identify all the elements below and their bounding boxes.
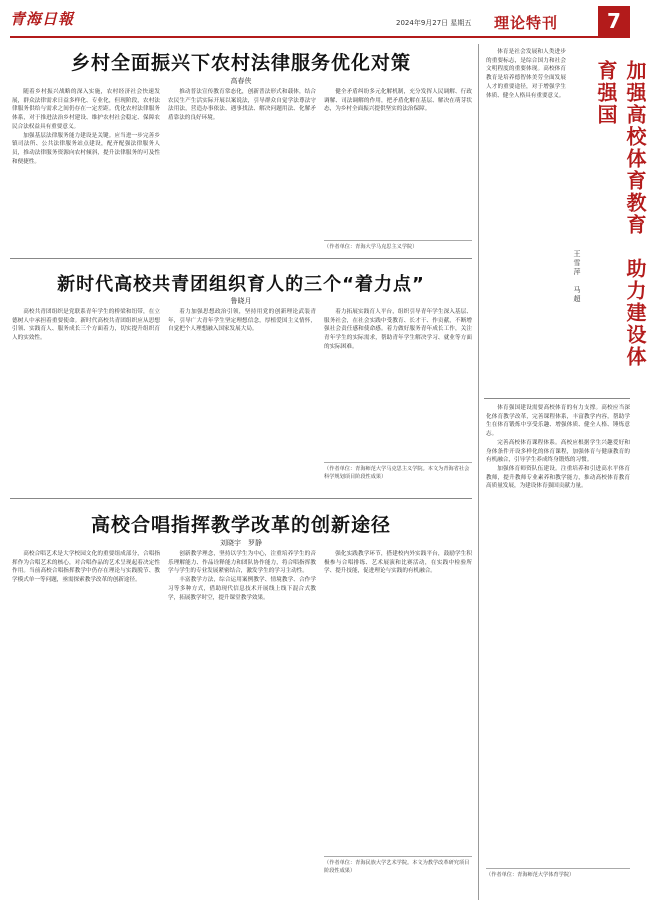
paragraph: 体育是社会发展和人类进步的重要标志，是综合国力和社会文明程度的重要体现。高校体育教育是培养德智体美劳全面发展人才的重要途径，对于增强学生体质、健全人格具有重要意义。 <box>486 49 566 99</box>
paragraph: 强化实践教学环节，搭建校内外实践平台，鼓励学生积极参与合唱排练、艺术展演和比赛活动，在实践中检验所学、提升技能，促进理论与实践的有机融合。 <box>324 551 472 575</box>
paragraph: 着力加强思想政治引领，坚持用党的创新理论武装青年，引导广大青年学生坚定理想信念，厚植爱国主义情怀，自觉把个人理想融入国家发展大局。 <box>168 309 316 333</box>
article-2-author-note: （作者单位：青海师范大学马克思主义学院。本文为青海省社会科学规划项目阶段性成果） <box>324 462 472 492</box>
column-divider <box>478 44 479 900</box>
article-2-headline: 新时代高校共青团组织育人的三个“着力点” <box>57 274 425 295</box>
paragraph: 随着乡村振兴战略的深入实施，农村经济社会快速发展，群众法律需求日益多样化、专业化，但现阶段，农村法律服务供给与需求之间仍存在一定差距。优化农村法律服务体系，对于推进法治乡村建设、维护农村社会稳定、保障农民合法权益具有重要意义。 <box>12 89 160 130</box>
paragraph: 完善高校体育课程体系。高校应根据学生兴趣爱好和身体条件开设多样化的体育课程，加强体育与健康教育的有机融合，引导学生养成终身锻炼的习惯。 <box>486 439 630 464</box>
article-divider <box>10 258 472 259</box>
article-1-body <box>168 88 316 252</box>
article-1-author: 高春侠 <box>230 77 252 85</box>
section-title: 理论特刊 <box>494 14 559 32</box>
article-2-body <box>324 308 472 458</box>
paragraph: 体育强国建设需要高校体育的有力支撑。高校应当深化体育教学改革，完善课程体系，丰富教学内容，帮助学生在体育锻炼中享受乐趣、增强体质、健全人格、锤炼意志。 <box>486 405 630 438</box>
masthead <box>10 4 630 38</box>
article-1-body <box>12 88 160 252</box>
paragraph: 加强基层法律服务能力建设是关键。应当进一步完善乡镇司法所、公共法律服务站点建设，配齐配强法律服务人员，推动法律服务资源向农村倾斜，提升法律服务的可及性和便捷性。 <box>12 132 160 165</box>
article-4-body <box>486 48 566 388</box>
paragraph: 高校合唱艺术是大学校园文化的重要组成部分，合唱指挥作为合唱艺术的核心，对合唱作品的艺术呈现起着决定性作用。当前高校合唱指挥教学中仍存在理论与实践脱节、教学模式单一等问题，亟需探索教学改革的创新途径。 <box>12 551 160 584</box>
newspaper-logo: 青海日報 <box>10 10 75 28</box>
paragraph: 丰富教学方法，综合运用案例教学、情境教学、合作学习等多种方式，借助现代信息技术开展线上线下混合式教学，拓展教学时空，提升课堂教学效果。 <box>168 577 316 601</box>
issue-date: 2024年9月27日 星期五 <box>396 19 472 27</box>
page-number: 7 <box>598 6 630 36</box>
article-3-author: 刘晓宇 罗静 <box>220 539 262 547</box>
article-4-body <box>486 404 630 864</box>
article-2-author: 鲁晓月 <box>230 297 252 305</box>
article-2-body <box>168 308 316 492</box>
article-1-author-note: （作者单位：青海大学马克思主义学院） <box>324 240 472 256</box>
paragraph: 着力拓展实践育人平台，组织引导青年学生深入基层、服务社会，在社会实践中受教育、长才干、作贡献，不断增强社会责任感和使命感。着力做好服务青年成长工作，关注青年学生的实际需求，帮助青年学生解决学习、就业等方面的实际困难。 <box>324 309 472 350</box>
article-3-author-note: （作者单位：青海民族大学艺术学院。本文为教学改革研究项目阶段性成果） <box>324 856 472 896</box>
article-4-author-note: （作者单位：青海师范大学体育学院） <box>486 868 630 896</box>
article-3-headline: 高校合唱指挥教学改革的创新途径 <box>90 514 391 536</box>
article-divider <box>10 498 472 499</box>
article-4-author: 王雪萍 马超 <box>573 250 581 304</box>
paragraph: 创新教学理念，坚持以学生为中心，注重培养学生的音乐理解能力、作品诠释能力和团队协作能力，将合唱指挥教学与学生的专业发展紧密结合，激发学生的学习主动性。 <box>168 551 316 575</box>
article-4-headline: 加强高校体育教育 助力建设体育强国 <box>594 60 647 368</box>
article-1-body <box>324 88 472 238</box>
article-divider <box>484 398 630 399</box>
paragraph: 推动普法宣传教育常态化，创新普法形式和载体，结合农民生产生活实际开展以案说法，引导群众自觉学法尊法守法用法，营造办事依法、遇事找法、解决问题用法、化解矛盾靠法的良好环境。 <box>168 89 316 122</box>
article-3-body <box>324 550 472 850</box>
article-3-body <box>12 550 160 896</box>
paragraph: 健全矛盾纠纷多元化解机制，充分发挥人民调解、行政调解、司法调解的作用，把矛盾化解在基层、解决在萌芽状态，为乡村全面振兴提供坚实的法治保障。 <box>324 89 472 113</box>
article-1-headline: 乡村全面振兴下农村法律服务优化对策 <box>70 52 411 74</box>
article-2-body <box>12 308 160 492</box>
paragraph: 加强体育师资队伍建设。注重培养和引进高水平体育教师，提升教师专业素养和教学能力，推动高校体育教育高质量发展，为建设体育强国贡献力量。 <box>486 465 630 490</box>
paragraph: 高校共青团组织是党联系青年学生的桥梁和纽带，在立德树人中承担着重要使命。新时代高校共青团组织应从思想引领、实践育人、服务成长三个方面着力，切实提升组织育人的实效性。 <box>12 309 160 342</box>
article-3-body <box>168 550 316 896</box>
